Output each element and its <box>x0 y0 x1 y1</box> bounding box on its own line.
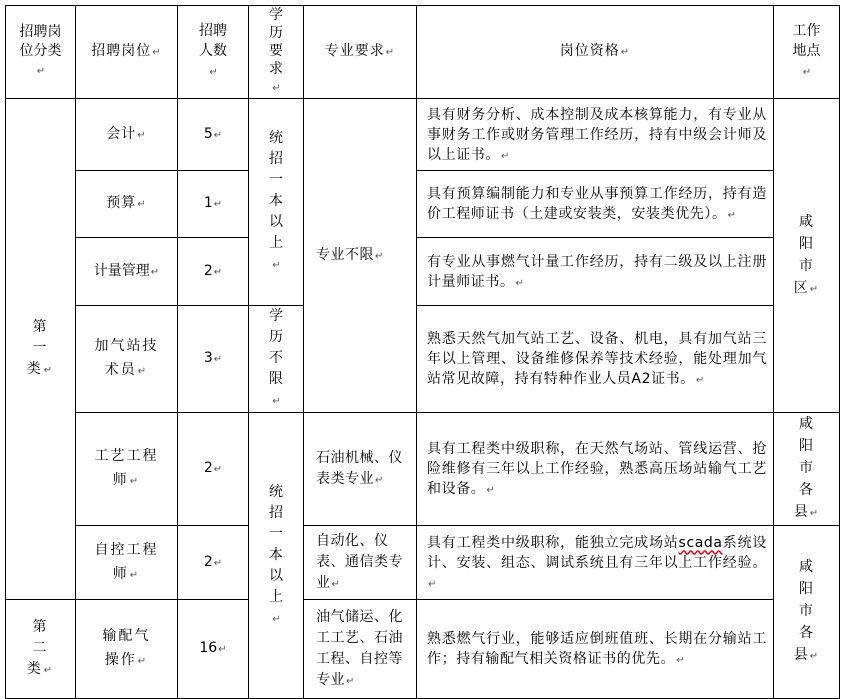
paragraph-mark: ↵ <box>272 613 281 625</box>
paragraph-mark: ↵ <box>375 474 384 486</box>
table-row <box>6 413 840 526</box>
header-education <box>249 6 304 99</box>
table-row <box>6 171 840 238</box>
count-cell <box>178 99 249 171</box>
position-text: 计量管理 <box>93 262 150 279</box>
header-count-text: 招聘人数 <box>199 23 227 59</box>
major-cell-petroleum <box>304 413 417 526</box>
paragraph-mark: ↵ <box>213 129 223 141</box>
paragraph-mark: ↵ <box>331 578 341 590</box>
education-group3-text: 统招一本以上 <box>269 483 283 605</box>
category-second-text: 第二类 <box>26 619 49 677</box>
location-cell-city <box>774 99 840 413</box>
category-first-text: 第一类 <box>26 319 49 377</box>
count-text: 3 <box>203 350 213 366</box>
position-text: 加气站技术员 <box>94 338 159 378</box>
paragraph-mark: ↵ <box>385 47 396 58</box>
header-category <box>6 6 76 99</box>
qualification-cell <box>417 600 774 699</box>
qualification-text: 具有财务分析、成本控制及成本核算能力，有专业从事财务工作或财务管理工作经历，持有中级会计师及以上证书。 <box>427 106 767 163</box>
paragraph-mark: ↵ <box>137 366 149 377</box>
qualification-cell <box>417 413 774 526</box>
paragraph-mark: ↵ <box>809 651 820 662</box>
paragraph-mark: ↵ <box>213 557 223 569</box>
qualification-text: 有专业从事燃气计量工作经历，持有二级及以上注册计量师证书。 <box>427 253 767 290</box>
table-row <box>6 99 840 171</box>
location-county-text: 咸阳市各县 <box>793 416 814 520</box>
paragraph-mark: ↵ <box>501 150 510 162</box>
count-text: 1 <box>203 195 213 211</box>
paragraph-mark: ↵ <box>809 283 820 295</box>
category-cell-first <box>6 99 76 600</box>
header-qualification <box>417 6 774 99</box>
recruitment-table <box>5 5 840 699</box>
paragraph-mark: ↵ <box>272 396 281 407</box>
education-group2-text: 学历不限 <box>269 308 283 387</box>
qualification-cell <box>417 238 774 306</box>
paragraph-mark: ↵ <box>213 464 223 475</box>
header-major-text: 专业要求 <box>324 43 385 59</box>
qualification-cell <box>417 171 774 238</box>
major-unrestricted-text: 专业不限 <box>316 246 374 263</box>
major-cell-unrestricted <box>304 99 417 413</box>
paragraph-mark: ↵ <box>137 656 149 667</box>
header-position <box>76 6 178 99</box>
paragraph-mark: ↵ <box>486 485 496 496</box>
paragraph-mark: ↵ <box>213 266 223 278</box>
header-qualification-text: 岗位资格 <box>559 43 620 59</box>
paragraph-mark: ↵ <box>346 675 355 687</box>
qualification-text: 具有工程类中级职称，能独立完成场站 <box>427 534 679 551</box>
count-cell <box>178 238 249 306</box>
header-location <box>774 6 840 99</box>
education-cell-group1 <box>249 99 304 306</box>
table-row <box>6 238 840 306</box>
qualification-cell <box>417 99 774 171</box>
major-automation-text: 自动化、仪表、通信类专业 <box>316 532 403 591</box>
table-row <box>6 600 840 699</box>
paragraph-mark: ↵ <box>43 665 55 676</box>
location-county-text: 咸阳市各县 <box>793 559 814 663</box>
qualification-text: 熟悉燃气行业，能够适应倒班值班、长期在分输站工作；持有输配气相关资格证书的优先。 <box>427 631 767 667</box>
paragraph-mark: ↵ <box>676 655 686 666</box>
position-text: 会计 <box>106 125 137 142</box>
header-position-text: 招聘岗位 <box>91 43 152 59</box>
paragraph-mark: ↵ <box>809 508 820 519</box>
paragraph-mark: ↵ <box>515 277 525 289</box>
count-cell <box>178 171 249 238</box>
position-cell <box>76 600 178 699</box>
paragraph-mark: ↵ <box>272 260 281 271</box>
paragraph-mark: ↵ <box>802 67 812 78</box>
major-oil-gas-text: 油气储运、化工工艺、石油工程、自控等专业 <box>316 608 403 688</box>
table-row <box>6 306 840 413</box>
paragraph-mark: ↵ <box>727 210 737 221</box>
count-text: 2 <box>203 460 213 476</box>
position-cell <box>76 99 178 171</box>
count-text: 16 <box>199 640 218 656</box>
paragraph-mark: ↵ <box>129 569 141 581</box>
paragraph-mark: ↵ <box>213 354 223 365</box>
position-text: 自控工程师 <box>94 541 159 582</box>
table-row <box>6 526 840 600</box>
count-cell <box>178 306 249 413</box>
header-count <box>178 6 249 99</box>
paragraph-mark: ↵ <box>152 47 162 58</box>
paragraph-mark: ↵ <box>43 365 55 376</box>
position-text: 预算 <box>106 195 137 211</box>
paragraph-mark: ↵ <box>213 199 223 210</box>
paragraph-mark: ↵ <box>695 375 705 386</box>
paragraph-mark: ↵ <box>375 250 384 262</box>
paragraph-mark: ↵ <box>137 199 147 210</box>
paragraph-mark: ↵ <box>272 83 281 94</box>
category-cell-second <box>6 600 76 699</box>
paragraph-mark: ↵ <box>137 129 147 141</box>
qualification-cell <box>417 306 774 413</box>
count-text: 2 <box>203 553 213 570</box>
recruitment-table-wrapper <box>5 5 839 688</box>
education-group1-text: 统招一本以上 <box>269 130 283 251</box>
paragraph-mark: ↵ <box>150 266 160 278</box>
paragraph-mark: ↵ <box>36 66 46 77</box>
paragraph-mark: ↵ <box>129 476 141 487</box>
header-major <box>304 6 417 99</box>
count-cell <box>178 600 249 699</box>
count-text: 5 <box>203 125 213 142</box>
header-location-text: 工作地点 <box>792 23 821 59</box>
position-cell <box>76 238 178 306</box>
education-cell-group2 <box>249 306 304 413</box>
count-cell <box>178 526 249 600</box>
qualification-text: 系统设计、安装、组态、调试系统且有三年以上工作经验。 <box>427 534 767 571</box>
paragraph-mark: ↵ <box>209 67 218 78</box>
paragraph-mark: ↵ <box>428 578 437 590</box>
location-cell-county <box>774 526 840 699</box>
header-category-text: 招聘岗位分类 <box>19 24 62 59</box>
count-text: 2 <box>203 262 213 279</box>
position-cell <box>76 413 178 526</box>
position-cell <box>76 171 178 238</box>
major-cell-oil-gas <box>304 600 417 699</box>
location-cell-county <box>774 413 840 526</box>
qualification-text: 具有工程类中级职称，在天然气场站、管线运营、抢险维修有三年以上工作经验，熟悉高压场站输气工艺和设备。 <box>427 441 767 497</box>
paragraph-mark: ↵ <box>218 644 227 655</box>
qualification-text: 熟悉天然气加气站工艺、设备、机电，具有加气站三年以上管理、设备维修保养等技术经验，能处理加气站常见故障，持有特种作业人员A2证书。 <box>427 331 767 387</box>
position-cell <box>76 526 178 600</box>
education-cell-group3 <box>249 413 304 699</box>
qualification-text: 具有预算编制能力和专业从事预算工作经历，持有造价工程师证书（土建或安装类，安装类优先）。 <box>427 186 767 222</box>
spellcheck-underlined-word: scada <box>678 534 723 551</box>
header-row <box>6 6 840 99</box>
position-text: 工艺工程师 <box>94 448 159 488</box>
location-city-text: 咸阳市区 <box>793 213 814 296</box>
qualification-cell <box>417 526 774 600</box>
position-text: 输配气操作 <box>102 628 151 668</box>
major-petroleum-text: 石油机械、仪表类专业 <box>316 449 403 487</box>
position-cell <box>76 306 178 413</box>
header-education-text: 学历要求 <box>269 7 283 77</box>
major-cell-automation <box>304 526 417 600</box>
count-cell <box>178 413 249 526</box>
paragraph-mark: ↵ <box>620 47 631 58</box>
